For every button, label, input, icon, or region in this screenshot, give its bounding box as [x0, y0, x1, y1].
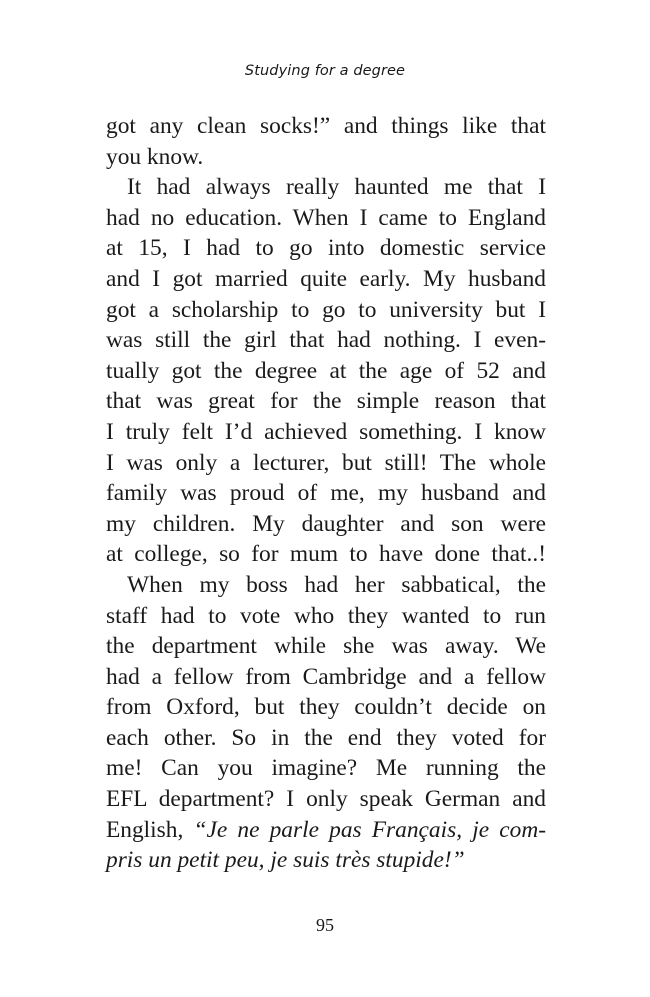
french-quote-italic: pris un petit peu, je suis très stupide!” — [106, 847, 465, 874]
text-line: me! Can you imagine? Me running the — [106, 755, 546, 782]
text-line: got any clean socks!” and things like that — [106, 113, 546, 139]
text-line: family was proud of me, my husband and — [106, 480, 546, 507]
paragraph-start-line: When my boss had her sabbatical, the — [127, 571, 546, 598]
body-text — [106, 111, 546, 876]
page-number: 95 — [316, 915, 334, 935]
text-line: EFL department? I only speak German and — [106, 786, 546, 813]
text-line: my children. My daughter and son were — [106, 510, 546, 537]
text-line: had no education. When I came to England — [106, 204, 546, 231]
roman-text: English, — [106, 816, 194, 843]
text-line: was still the girl that had nothing. I even- — [106, 327, 546, 354]
paragraph-start-line: It had always really haunted me that I — [127, 174, 546, 201]
text-line — [106, 815, 546, 846]
text-line: staff had to vote who they wanted to run — [106, 602, 546, 629]
text-line — [106, 845, 546, 876]
running-head: Studying for a degree — [244, 63, 406, 79]
text-line: each other. So in the end they voted for — [106, 724, 546, 751]
text-line: I truly felt I’d achieved something. I know — [106, 418, 546, 445]
text-line: and I got married quite early. My husband — [106, 265, 546, 292]
text-line: that was great for the simple reason that — [106, 388, 546, 415]
french-quote-italic: “Je ne parle pas Français, je com- — [193, 816, 546, 843]
text-line: the department while she was away. We — [106, 633, 546, 660]
text-line: had a fellow from Cambridge and a fellow — [106, 663, 546, 690]
text-line: at 15, I had to go into domestic service — [106, 235, 546, 262]
text-line: you know. — [106, 143, 204, 170]
text-line: at college, so for mum to have done that..! — [106, 541, 546, 568]
text-line: from Oxford, but they couldn’t decide on — [106, 694, 546, 721]
text-line: got a scholarship to go to university but I — [106, 296, 546, 323]
text-line: I was only a lecturer, but still! The whole — [106, 449, 546, 476]
text-line: tually got the degree at the age of 52 and — [106, 357, 546, 384]
